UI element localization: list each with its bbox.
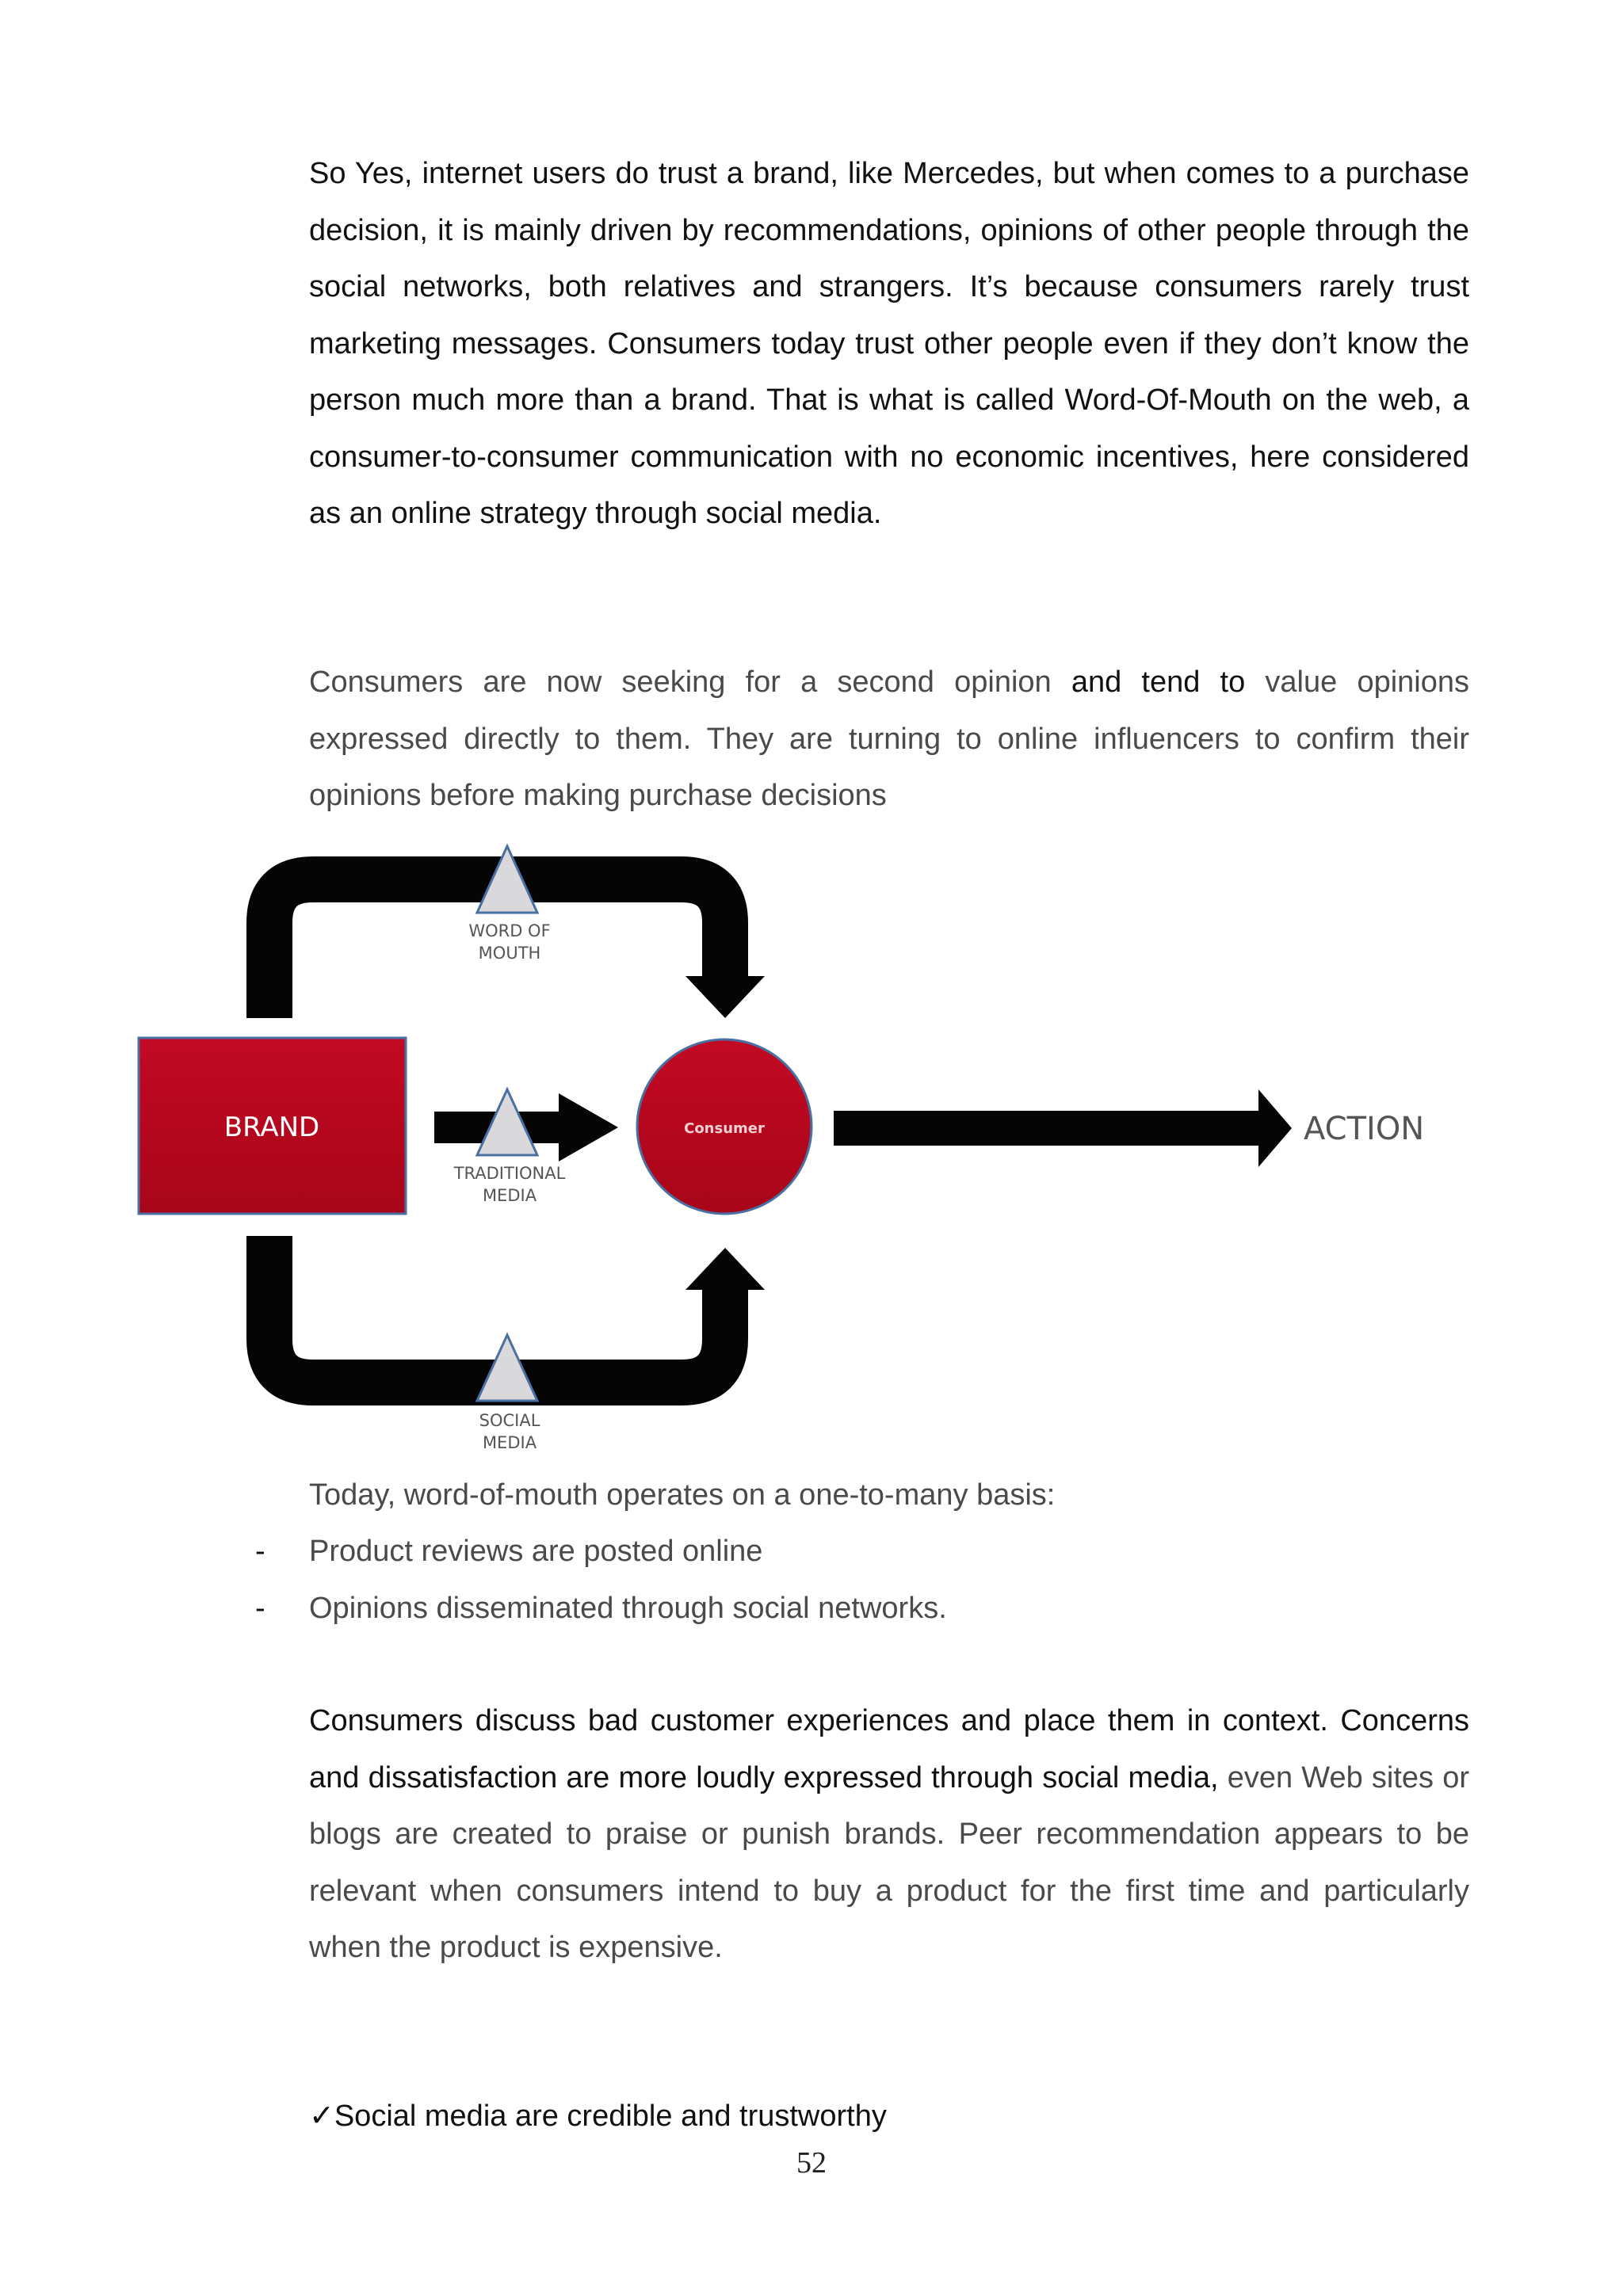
paragraph-bad-experiences-part-b: even Web sites or blogs are created to praise or punish brands. Peer recommendation appears to be relevant when consumers intend to buy a product for the first time and particularly when the product is expensive.	[309, 1760, 1469, 1964]
paragraph-brand-trust-text: So Yes, internet users do trust a brand, like Mercedes, but when comes to a purchase decision, it is mainly driven by recommendations, opinions of other people through the social networks, both relatives and strangers. It’s because consumers rarely trust marketing messages. Consumers today trust other people even if they don’t know the person much more than a brand. That is what is called Word-Of-Mouth on the web, a consumer-to-consumer communication with no economic incentives, here considered as an online strategy through social media.	[309, 157, 1469, 530]
list-bullet: -	[255, 1535, 265, 1568]
bottom-loop-arrowhead	[685, 1248, 765, 1290]
page-number: 52	[796, 2146, 827, 2180]
paragraph-brand-trust	[309, 146, 1469, 543]
paragraph-bad-experiences-part-a: Consumers discuss bad customer experiences and place them in context. Concerns and dissatisfaction are more loudly expressed through social media,	[309, 1704, 1469, 1794]
traditional-media-label-line1: TRADITIONAL	[453, 1164, 566, 1183]
brand-label: BRAND	[223, 1112, 320, 1143]
list-item-product-reviews: Product reviews are posted online	[309, 1535, 763, 1568]
traditional-media-label-line2: MEDIA	[482, 1186, 537, 1205]
list-item-opinions-disseminated: Opinions disseminated through social networks.	[309, 1592, 947, 1625]
consumer-label: Consumer	[684, 1120, 765, 1137]
action-arrow-head	[1258, 1089, 1292, 1167]
paragraph-second-opinion-part-a: Consumers are now seeking for a second opinion	[309, 666, 1071, 699]
social-media-label-line1: SOCIAL	[479, 1411, 540, 1430]
word-of-mouth-diagram	[127, 832, 1442, 1458]
middle-arrow-head	[559, 1093, 618, 1161]
word-of-mouth-label-line2: MOUTH	[478, 944, 541, 963]
paragraph-bad-experiences	[309, 1693, 1469, 1977]
action-label: ACTION	[1304, 1111, 1425, 1147]
one-to-many-intro: Today, word-of-mouth operates on a one-to-many basis:	[309, 1478, 1056, 1512]
paragraph-second-opinion-part-b: and tend to	[1071, 666, 1246, 699]
paragraph-second-opinion-part-c: value opinions expressed directly to them. They are turning to online influencers to confirm their opinions before making purchase decisions	[309, 666, 1469, 812]
top-loop-arrowhead	[685, 976, 765, 1018]
list-bullet: -	[255, 1592, 265, 1625]
word-of-mouth-label-line1: WORD OF	[468, 921, 551, 940]
paragraph-second-opinion	[309, 654, 1469, 825]
social-media-credible-heading: ✓Social media are credible and trustworthy	[309, 2100, 887, 2133]
action-arrow-shaft	[834, 1111, 1262, 1146]
social-media-label-line2: MEDIA	[482, 1433, 537, 1452]
